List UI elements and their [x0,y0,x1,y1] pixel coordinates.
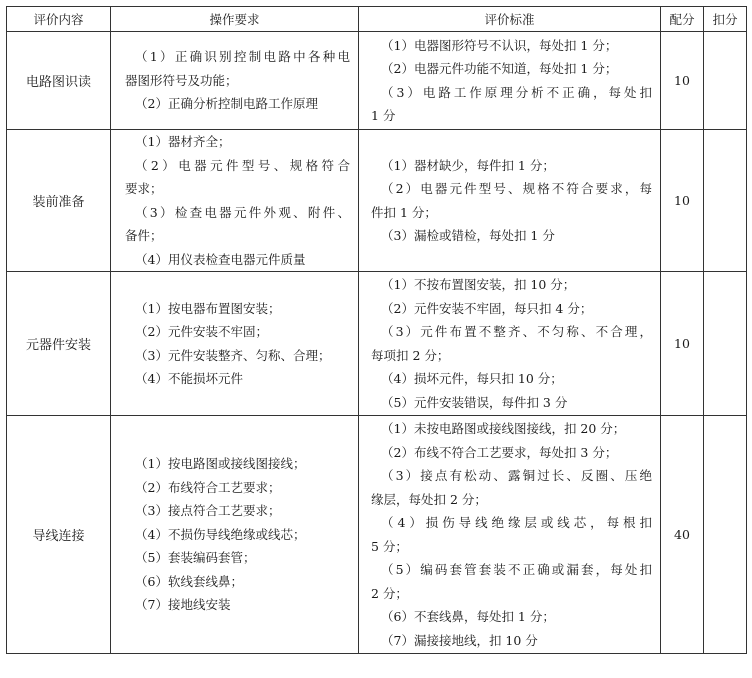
text-line: （2）布线符合工艺要求； [135,479,281,495]
table-row [7,130,747,272]
text-line: （3）元件布置不整齐、不匀称、不合理， [381,324,652,339]
text-line: （3）接点有松动、露铜过长、反圈、压绝 [381,468,652,483]
text-line: （2）元件安装不牢固，每只扣 4 分； [381,300,593,316]
cell-item: 元器件安装 [7,272,111,416]
text-line: 器图形符号及功能； [125,72,238,88]
text-line: （2）电器元件功能不知道，每处扣 1 分； [381,61,618,76]
text-line: （3）漏检或错检，每处扣 1 分 [381,228,555,243]
text-line: （2）元件安装不牢固； [135,324,268,339]
text-line: （5）套装编码套管； [135,550,256,566]
text-line: （4）损坏元件，每只扣 10 分； [381,371,563,386]
text-line: （3）元件安装整齐、匀称、合理； [135,347,331,363]
text-line: （4）损伤导线绝缘层或线芯，每根扣 [381,515,652,530]
header-ops: 操作要求 [111,7,359,32]
text-line: 2 分； [371,585,408,601]
table-row [7,272,747,416]
cell-item: 导线连接 [7,416,111,654]
text-line: （1）不按布置图安装，扣 10 分； [381,277,576,292]
cell-deduction[interactable] [704,130,747,272]
text-line: （1）正确识别控制电路中各种电 [135,49,350,65]
header-score: 配分 [661,7,704,32]
text-line: （7）接地线安装 [135,597,231,613]
text-line: （5）元件安装错误，每件扣 3 分 [381,394,568,410]
text-line: 缘层，每处扣 2 分； [371,491,487,507]
cell-operation-requirements [111,130,359,272]
text-line: （2）电器元件型号、规格符合 [135,157,350,173]
cell-evaluation-criteria [359,32,661,130]
text-line: 要求； [125,181,163,196]
text-line: 每项扣 2 分； [371,347,450,363]
cell-evaluation-criteria [359,272,661,416]
text-line: （4）不损伤导线绝缘或线芯； [135,526,306,542]
text-line: （3）检查电器元件外观、附件、 [135,204,350,220]
cell-score: 10 [661,272,704,416]
table-body [7,32,747,654]
cell-operation-requirements [111,272,359,416]
table-row [7,32,747,130]
text-line: （1）器材缺少，每件扣 1 分； [381,157,555,173]
text-line: 备件； [125,228,163,243]
text-line: （1）未按电路图或接线图接线，扣 20 分； [381,421,626,436]
header-item: 评价内容 [7,7,111,32]
cell-score: 40 [661,416,704,654]
cell-evaluation-criteria [359,130,661,272]
text-line: （4）不能损坏元件 [135,371,243,386]
cell-item: 装前准备 [7,130,111,272]
text-line: （3）接点符合工艺要求； [135,503,281,519]
cell-score: 10 [661,130,704,272]
text-line: （2）电器元件型号、规格不符合要求，每 [381,181,652,196]
evaluation-table [6,6,747,654]
cell-operation-requirements [111,32,359,130]
text-line: 件扣 1 分； [371,204,437,220]
text-line: （6）不套线鼻，每处扣 1 分； [381,609,555,624]
header-deduct: 扣分 [704,7,747,32]
text-line: （7）漏接接地线，扣 10 分 [381,632,538,648]
text-line: （6）软线套线鼻； [135,573,243,589]
text-line: （1）按电器布置图安装； [135,300,281,316]
cell-item: 电路图识读 [7,32,111,130]
cell-deduction[interactable] [704,32,747,130]
header-criteria: 评价标准 [359,7,661,32]
text-line: （5）编码套管套装不正确或漏套，每处扣 [381,562,652,577]
text-line: （3）电路工作原理分析不正确，每处扣 [381,84,652,100]
text-line: （1）器材齐全； [135,134,231,149]
text-line: 1 分 [371,108,396,123]
cell-deduction[interactable] [704,416,747,654]
cell-deduction[interactable] [704,272,747,416]
text-line: （4）用仪表检查电器元件质量 [135,251,306,267]
cell-operation-requirements [111,416,359,654]
text-line: （2）正确分析控制电路工作原理 [135,96,318,112]
text-line: 5 分； [371,538,408,554]
text-line: （2）布线不符合工艺要求，每处扣 3 分； [381,444,618,460]
cell-score: 10 [661,32,704,130]
table-row [7,416,747,654]
text-line: （1）电器图形符号不认识，每处扣 1 分； [381,37,618,53]
text-line: （1）按电路图或接线图接线； [135,456,306,472]
header-row [7,7,747,32]
cell-evaluation-criteria [359,416,661,654]
